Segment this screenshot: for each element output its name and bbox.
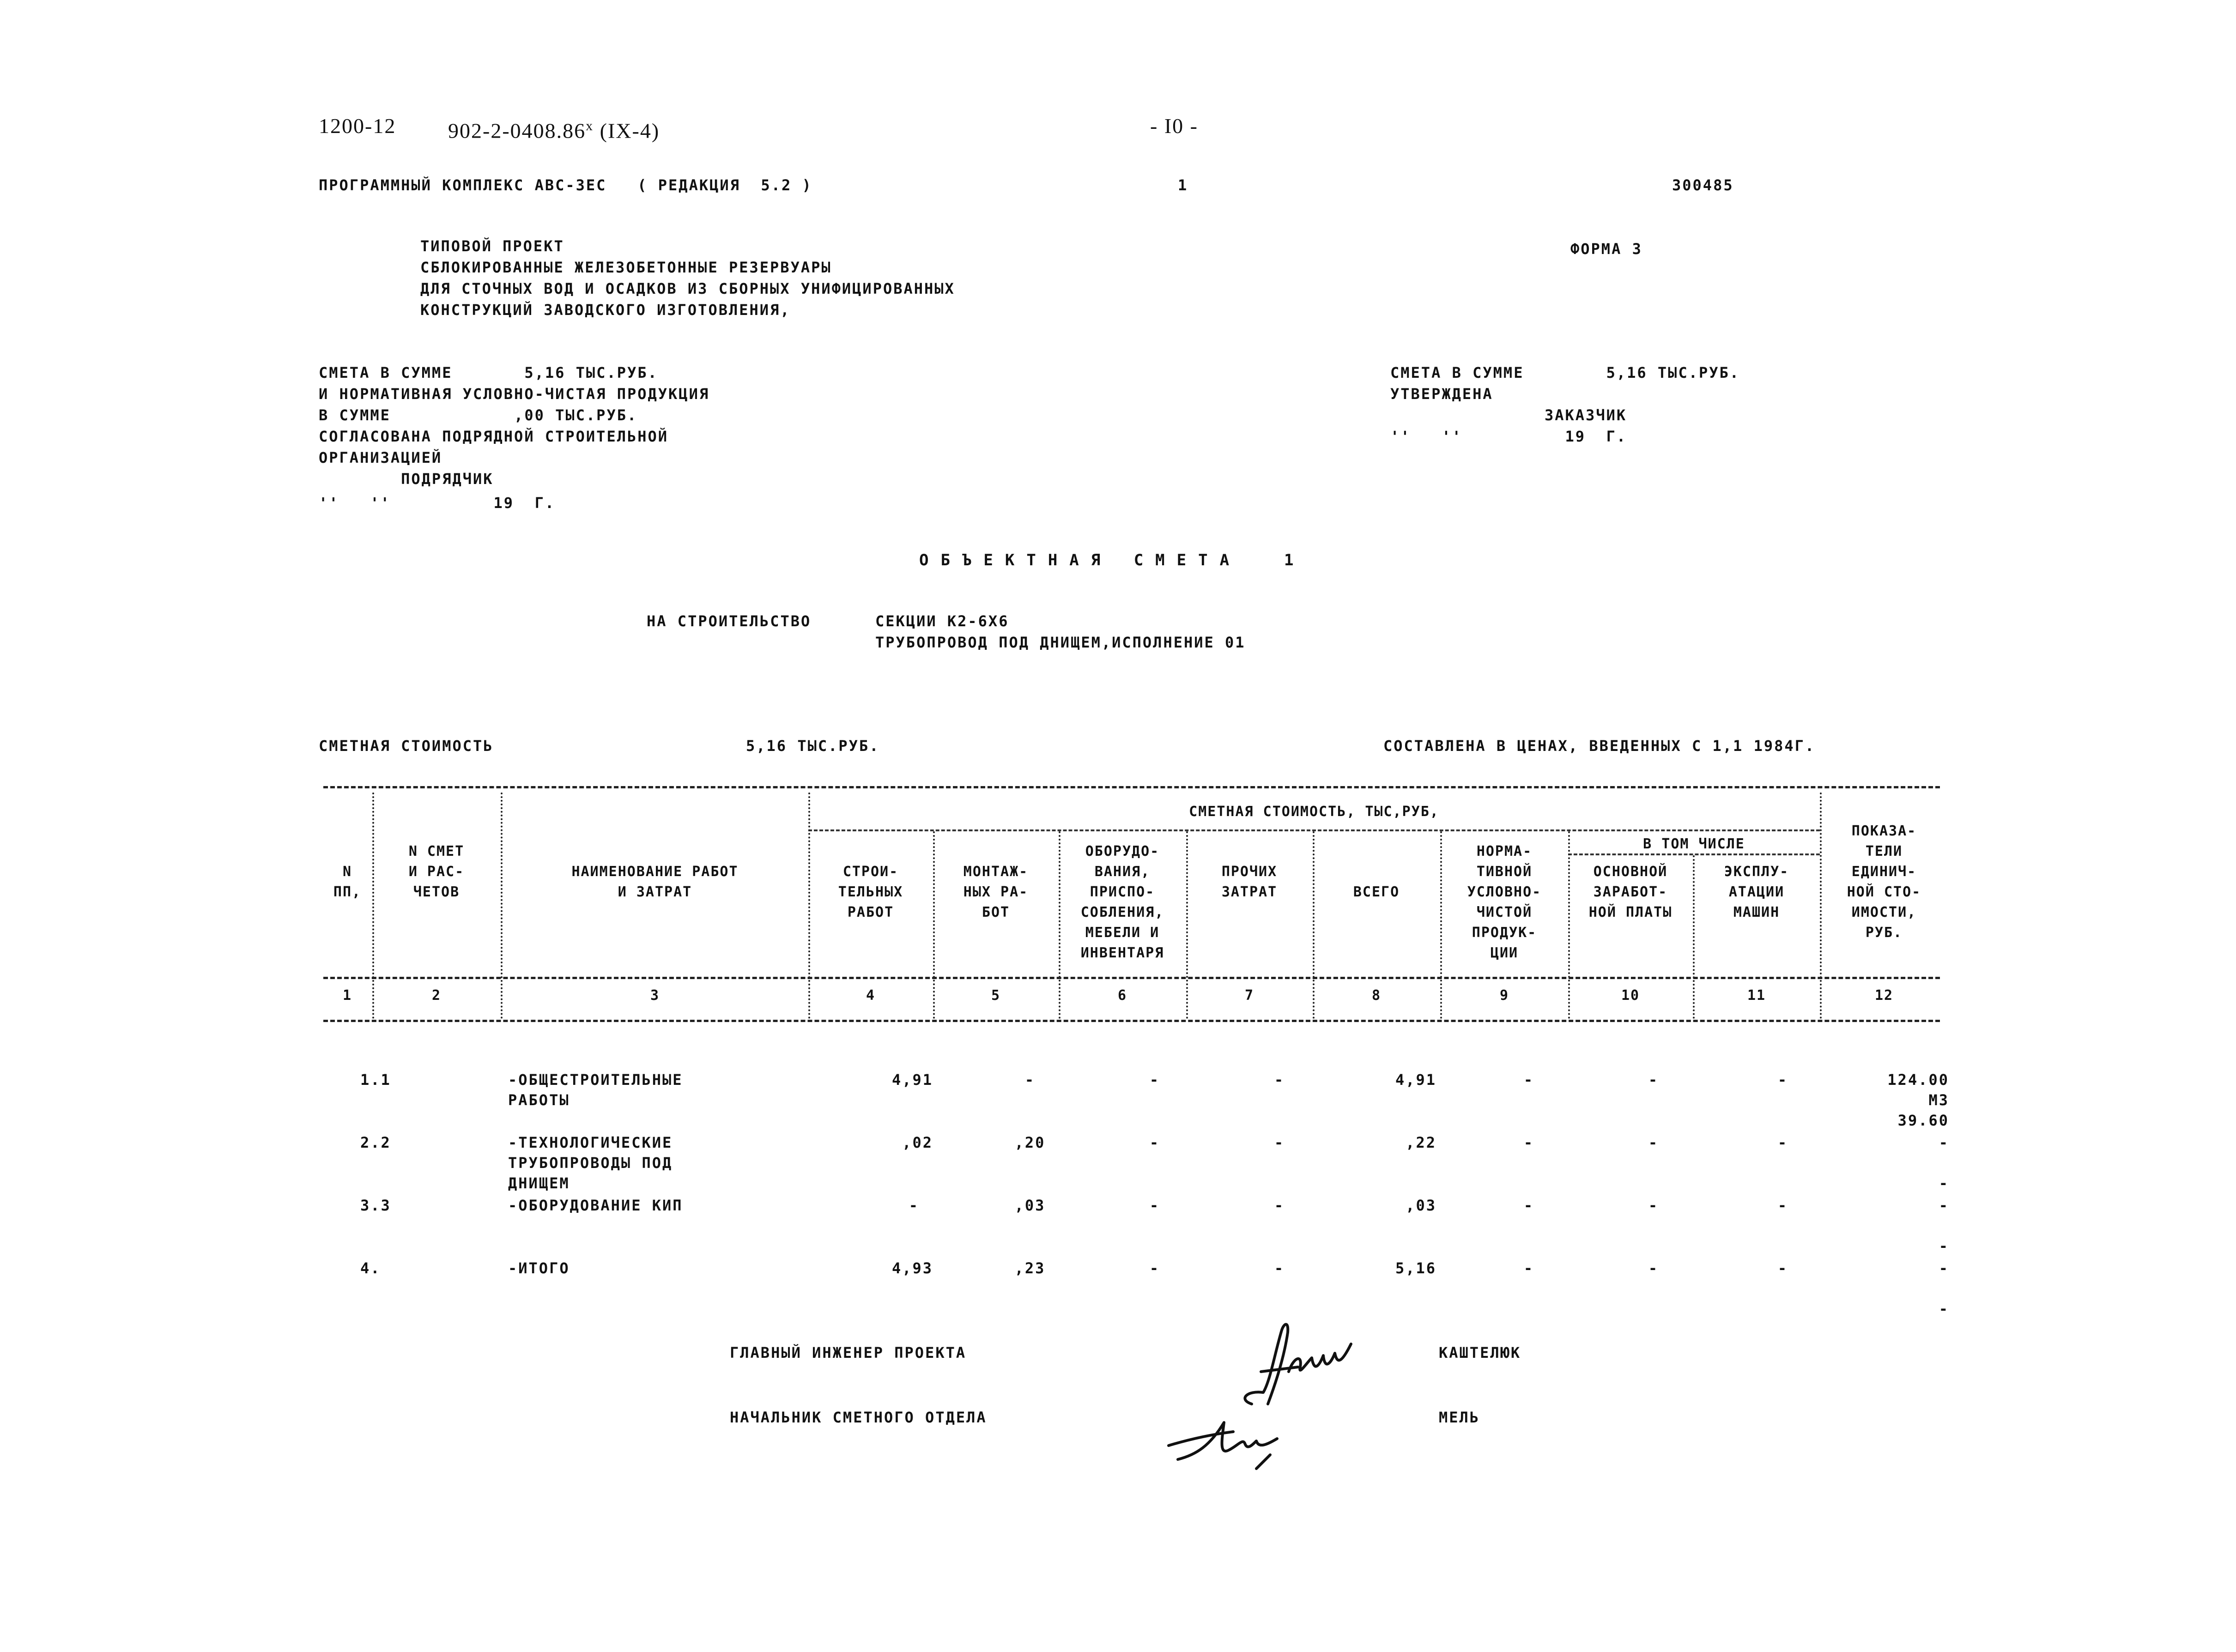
row-base-wages: - [1648, 1259, 1659, 1277]
project-line-1: ТИПОВОЙ ПРОЕКТ [420, 237, 564, 255]
row-machine-operation: - [1777, 1071, 1788, 1089]
col-number-9: 9 [1499, 987, 1509, 1004]
row-equipment: - [1149, 1134, 1160, 1151]
right-block-line-1: СМЕТА В СУММЕ 5,16 ТЫС.РУБ. [1390, 364, 1740, 381]
row-number: 1.1 [360, 1071, 391, 1089]
col-sep-1 [372, 793, 374, 1019]
right-block-line-2: УТВЕРЖДЕНА [1390, 385, 1493, 403]
col-header-5: МОНТАЖ- НЫХ РА- БОТ [963, 864, 1029, 920]
left-block-line-6: ПОДРЯДЧИК [319, 470, 494, 488]
row-building-works: 4,91 [891, 1071, 933, 1089]
row-base-wages: - [1648, 1197, 1659, 1214]
row-installation-works: ,20 [1014, 1134, 1046, 1151]
row-installation-works: - [1024, 1071, 1036, 1089]
col-number-8: 8 [1371, 987, 1382, 1004]
left-block-line-3: В СУММЕ ,00 ТЫС.РУБ. [319, 406, 638, 424]
row-unit-cost: - - [1939, 1197, 1949, 1255]
row-installation-works: ,03 [1014, 1197, 1046, 1214]
construction-object-1: СЕКЦИИ К2-6Х6 [875, 612, 1009, 630]
col-header-9: НОРМА- ТИВНОЙ УСЛОВНО- ЧИСТОЙ ПРОДУК- ЦИИ [1467, 843, 1542, 961]
row-base-wages: - [1648, 1134, 1659, 1151]
series-superscript: x [586, 118, 594, 133]
row-unit-cost: - - [1939, 1259, 1949, 1318]
col-number-11: 11 [1747, 987, 1766, 1004]
row-number: 3.3 [360, 1197, 391, 1214]
row-unit-cost: - - [1939, 1134, 1949, 1192]
project-line-4: КОНСТРУКЦИЙ ЗАВОДСКОГО ИЗГОТОВЛЕНИЯ, [420, 301, 791, 319]
table-bottom-rule [323, 1020, 1940, 1022]
col-header-4: СТРОИ- ТЕЛЬНЫХ РАБОТ [838, 864, 903, 920]
chief-engineer-name: КАШТЕЛЮК [1439, 1344, 1521, 1362]
prices-note: СОСТАВЛЕНА В ЦЕНАХ, ВВЕДЕННЫХ С 1,1 1984Г. [1383, 737, 1816, 755]
date-code: 300485 [1672, 176, 1734, 194]
project-line-3: ДЛЯ СТОЧНЫХ ВОД И ОСАДКОВ ИЗ СБОРНЫХ УНИФИЦИРОВАННЫХ [420, 280, 955, 297]
chief-engineer-role: ГЛАВНЫЙ ИНЖЕНЕР ПРОЕКТА [730, 1344, 967, 1362]
row-machine-operation: - [1777, 1259, 1788, 1277]
row-number: 2.2 [360, 1134, 391, 1151]
row-equipment: - [1149, 1197, 1160, 1214]
right-block-line-3: ЗАКАЗЧИК [1390, 406, 1627, 424]
estimate-head-name: МЕЛЬ [1439, 1409, 1480, 1426]
row-name: -ОБОРУДОВАНИЕ КИП [508, 1197, 683, 1214]
row-other-costs: - [1274, 1197, 1285, 1214]
construction-object-2: ТРУБОПРОВОД ПОД ДНИЩЕМ,ИСПОЛНЕНИЕ 01 [875, 634, 1246, 651]
project-line-2: СБЛОКИРОВАННЫЕ ЖЕЛЕЗОБЕТОННЫЕ РЕЗЕРВУАРЫ [420, 259, 832, 276]
page-number: - I0 - [1150, 114, 1198, 138]
col-header-7: ПРОЧИХ ЗАТРАТ [1221, 864, 1278, 900]
col-number-2: 2 [431, 987, 442, 1004]
form-label: ФОРМА 3 [1570, 240, 1642, 258]
col-number-10: 10 [1621, 987, 1640, 1004]
col-header-2: N СМЕТ И РАС- ЧЕТОВ [408, 843, 465, 900]
row-machine-operation: - [1777, 1197, 1788, 1214]
left-block-line-2: И НОРМАТИВНАЯ УСЛОВНО-ЧИСТАЯ ПРОДУКЦИЯ [319, 385, 710, 403]
col-sep-2 [501, 793, 503, 1019]
row-net-production: - [1523, 1259, 1534, 1277]
sheet-number: 1 [1178, 176, 1188, 194]
col-number-4: 4 [866, 987, 876, 1004]
col-header-8: ВСЕГО [1353, 884, 1400, 900]
row-name: -ТЕХНОЛОГИЧЕСКИЕ ТРУБОПРОВОДЫ ПОД ДНИЩЕМ [508, 1134, 673, 1192]
col-number-3: 3 [650, 987, 660, 1004]
row-total: ,22 [1406, 1134, 1436, 1151]
row-name: -ОБЩЕСТРОИТЕЛЬНЫЕ РАБОТЫ [508, 1071, 683, 1109]
left-block-line-4: СОГЛАСОВАНА ПОДРЯДНОЙ СТРОИТЕЛЬНОЙ [319, 428, 669, 445]
row-building-works: ,02 [902, 1134, 933, 1151]
col-header-3: НАИМЕНОВАНИЕ РАБОТ И ЗАТРАТ [571, 864, 739, 900]
col-header-1: N ПП, [333, 864, 362, 900]
subgroup-header: В ТОМ ЧИСЛЕ [1643, 836, 1745, 852]
estimate-head-role: НАЧАЛЬНИК СМЕТНОГО ОТДЕЛА [730, 1409, 987, 1426]
cost-label: СМЕТНАЯ СТОИМОСТЬ [319, 737, 494, 755]
row-net-production: - [1523, 1071, 1534, 1089]
row-base-wages: - [1648, 1071, 1659, 1089]
series-number: 902-2-0408.86 [448, 119, 586, 143]
doc-code: 1200-12 [319, 114, 396, 138]
row-equipment: - [1149, 1071, 1160, 1089]
row-other-costs: - [1274, 1071, 1285, 1089]
row-building-works: - [909, 1197, 919, 1214]
cost-value: 5,16 ТЫС.РУБ. [746, 737, 880, 755]
table-top-rule [323, 786, 1940, 788]
col-number-12: 12 [1874, 987, 1894, 1004]
left-block-line-5: ОРГАНИЗАЦИЕЙ [319, 449, 442, 466]
row-building-works: 4,93 [891, 1259, 933, 1277]
left-block-line-1: СМЕТА В СУММЕ 5,16 ТЫС.РУБ. [319, 364, 658, 381]
row-number: 4. [360, 1259, 381, 1277]
series-code [448, 115, 660, 141]
col-header-12: ПОКАЗА- ТЕЛИ ЕДИНИЧ- НОЙ СТО- ИМОСТИ, РУБ. [1847, 823, 1921, 941]
row-name: -ИТОГО [508, 1259, 570, 1277]
row-installation-works: ,23 [1014, 1259, 1046, 1277]
col-header-6: ОБОРУДО- ВАНИЯ, ПРИСПО- СОБЛЕНИЯ, МЕБЕЛИ И ИНВЕНТАРЯ [1080, 843, 1164, 961]
col-header-11: ЭКСПЛУ- АТАЦИИ МАШИН [1724, 864, 1789, 920]
estimate-head-signature [1164, 1413, 1303, 1473]
col-number-5: 5 [991, 987, 1001, 1004]
row-net-production: - [1523, 1197, 1534, 1214]
right-block-line-4: '' '' 19 Г. [1390, 428, 1627, 445]
construction-label: НА СТРОИТЕЛЬСТВО [647, 612, 812, 630]
issue-number: (IX-4) [600, 119, 660, 143]
col-header-10: ОСНОВНОЙ ЗАРАБОТ- НОЙ ПЛАТЫ [1588, 864, 1672, 920]
col-number-6: 6 [1117, 987, 1127, 1004]
estimate-title: ОБЪЕКТНАЯ СМЕТА 1 [919, 551, 1306, 569]
col-number-7: 7 [1244, 987, 1254, 1004]
chief-engineer-signature [1219, 1312, 1367, 1418]
row-other-costs: - [1274, 1259, 1285, 1277]
row-total: 5,16 [1395, 1259, 1436, 1277]
row-total: ,03 [1406, 1197, 1436, 1214]
left-block-line-7: '' '' 19 Г. [319, 494, 556, 512]
program-line: ПРОГРАММНЫЙ КОМПЛЕКС АВС-ЗЕС ( РЕДАКЦИЯ 5.2 ) [319, 176, 812, 194]
col-number-1: 1 [342, 987, 352, 1004]
group-header: СМЕТНАЯ СТОИМОСТЬ, ТЫС,РУБ, [1189, 804, 1439, 820]
row-machine-operation: - [1777, 1134, 1788, 1151]
row-equipment: - [1149, 1259, 1160, 1277]
row-unit-cost: 124.00 М3 39.60 [1887, 1071, 1949, 1129]
row-other-costs: - [1274, 1134, 1285, 1151]
table-header-rule [323, 977, 1940, 979]
row-net-production: - [1523, 1134, 1534, 1151]
row-total: 4,91 [1395, 1071, 1436, 1089]
